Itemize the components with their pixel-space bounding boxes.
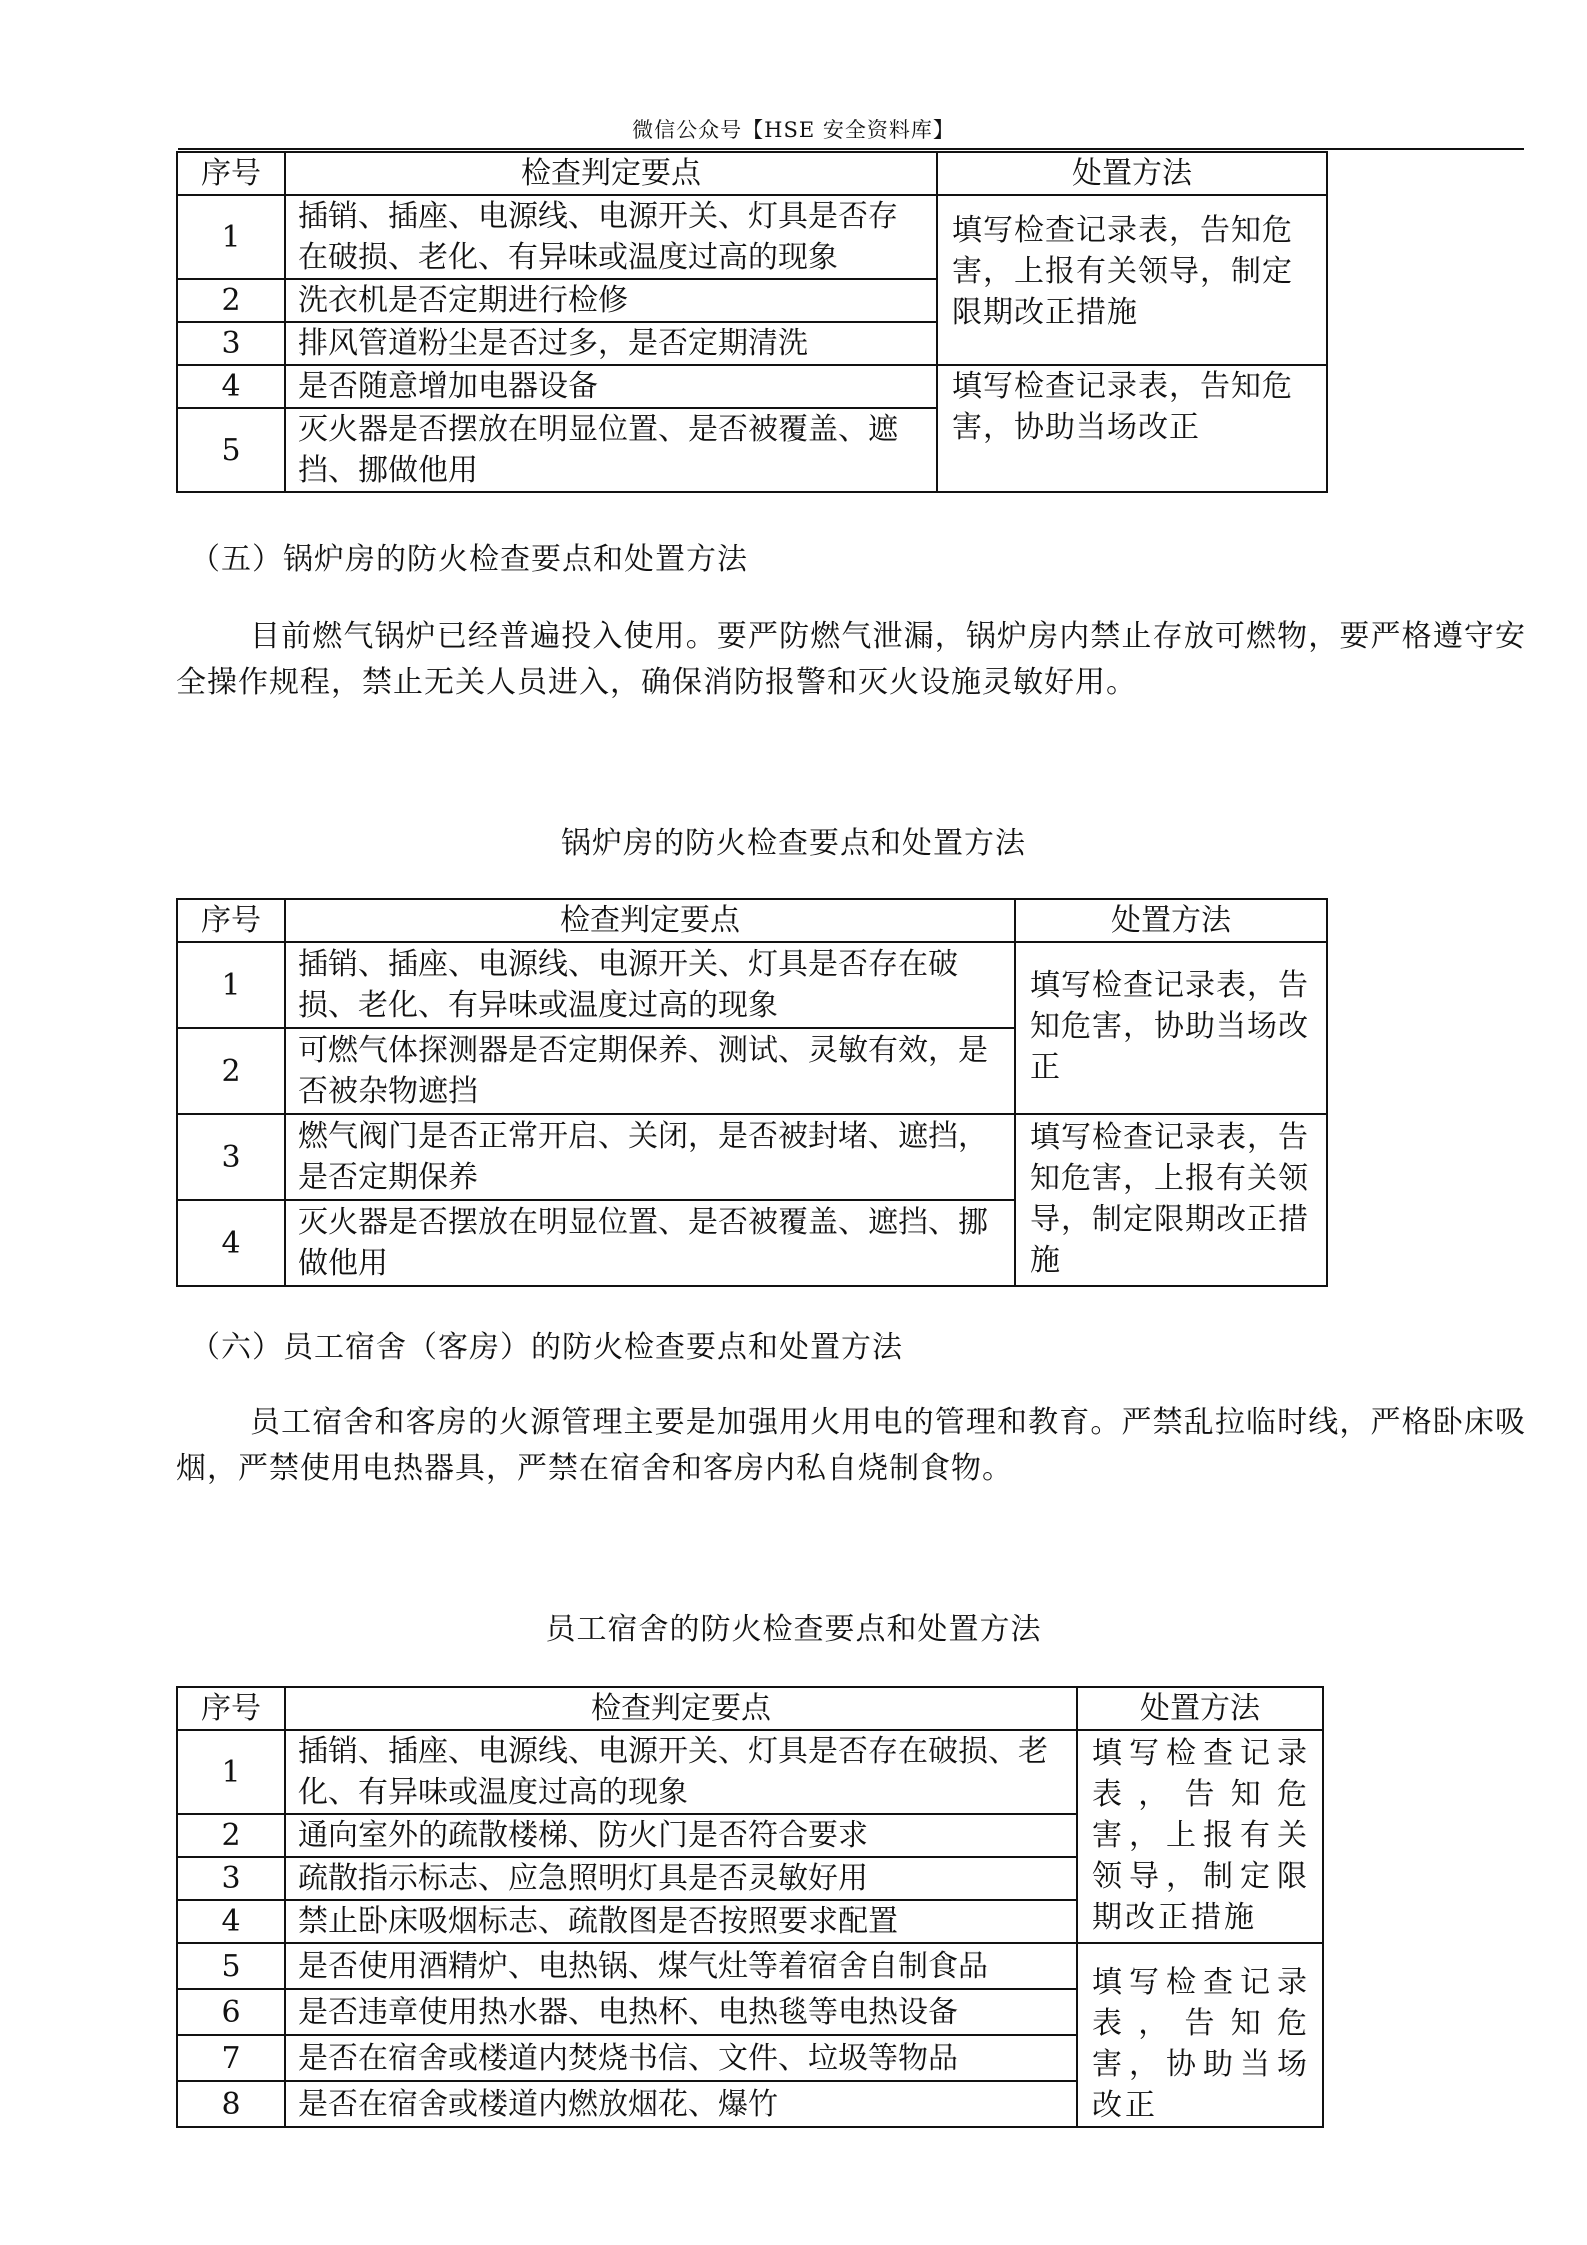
row-handling-method: 填写检查记录表，告知危害，上报有关领导，制定限期改正措施 bbox=[1077, 1730, 1323, 1943]
section-heading-boiler-room: （五）锅炉房的防火检查要点和处置方法 bbox=[190, 542, 748, 577]
table-row bbox=[177, 1114, 1327, 1200]
row-check-point: 疏散指示标志、应急照明灯具是否灵敏好用 bbox=[285, 1857, 1077, 1900]
table-header-row bbox=[177, 152, 1327, 195]
col-header-method: 处置方法 bbox=[937, 152, 1327, 195]
section-body-boiler-room: 目前燃气锅炉已经普遍投入使用。要严防燃气泄漏，锅炉房内禁止存放可燃物，要严格遵守安全操作规程，禁止无关人员进入，确保消防报警和灭火设施灵敏好用。 bbox=[176, 619, 1526, 700]
row-number: 2 bbox=[177, 279, 285, 322]
inspection-table-dormitory bbox=[176, 1686, 1324, 2128]
row-number: 3 bbox=[177, 1114, 285, 1200]
col-header-num: 序号 bbox=[177, 1687, 285, 1730]
row-check-point: 插销、插座、电源线、电源开关、灯具是否存在破损、老化、有异味或温度过高的现象 bbox=[285, 1730, 1077, 1814]
row-check-point: 洗衣机是否定期进行检修 bbox=[285, 279, 937, 322]
row-number: 8 bbox=[177, 2081, 285, 2127]
col-header-point: 检查判定要点 bbox=[285, 152, 937, 195]
row-check-point: 是否违章使用热水器、电热杯、电热毯等电热设备 bbox=[285, 1989, 1077, 2035]
row-handling-method: 填写检查记录表，告知危害，协助当场改正 bbox=[1015, 942, 1327, 1114]
row-handling-method: 填写检查记录表，告知危害，协助当场改正 bbox=[1077, 1943, 1323, 2127]
table-header-row bbox=[177, 899, 1327, 942]
row-check-point: 通向室外的疏散楼梯、防火门是否符合要求 bbox=[285, 1814, 1077, 1857]
row-number: 3 bbox=[177, 322, 285, 365]
row-number: 5 bbox=[177, 408, 285, 492]
inspection-table-boiler-room bbox=[176, 898, 1328, 1287]
row-number: 1 bbox=[177, 942, 285, 1028]
section-body-dormitory: 员工宿舍和客房的火源管理主要是加强用火用电的管理和教育。严禁乱拉临时线，严格卧床吸烟，严禁使用电热器具，严禁在宿舍和客房内私自烧制食物。 bbox=[176, 1405, 1526, 1486]
row-check-point: 排风管道粉尘是否过多，是否定期清洗 bbox=[285, 322, 937, 365]
row-check-point: 是否使用酒精炉、电热锅、煤气灶等着宿舍自制食品 bbox=[285, 1943, 1077, 1989]
section-heading-dormitory: （六）员工宿舍（客房）的防火检查要点和处置方法 bbox=[190, 1330, 903, 1365]
table-row bbox=[177, 195, 1327, 279]
page-header: 微信公众号【HSE 安全资料库】 bbox=[632, 118, 955, 142]
row-number: 1 bbox=[177, 195, 285, 279]
row-handling-method: 填写检查记录表，告知危害，协助当场改正 bbox=[937, 365, 1327, 492]
table-row bbox=[177, 1943, 1323, 1989]
col-header-num: 序号 bbox=[177, 152, 285, 195]
row-handling-method: 填写检查记录表，告知危害，上报有关领导，制定限期改正措施 bbox=[1015, 1114, 1327, 1286]
row-number: 3 bbox=[177, 1857, 285, 1900]
row-check-point: 是否在宿舍或楼道内燃放烟花、爆竹 bbox=[285, 2081, 1077, 2127]
col-header-method: 处置方法 bbox=[1015, 899, 1327, 942]
table-row bbox=[177, 942, 1327, 1028]
table-row bbox=[177, 1730, 1323, 1814]
row-number: 4 bbox=[177, 365, 285, 408]
table-header-row bbox=[177, 1687, 1323, 1730]
table-row bbox=[177, 365, 1327, 408]
row-number: 1 bbox=[177, 1730, 285, 1814]
col-header-num: 序号 bbox=[177, 899, 285, 942]
row-number: 2 bbox=[177, 1028, 285, 1114]
row-check-point: 插销、插座、电源线、电源开关、灯具是否存在破损、老化、有异味或温度过高的现象 bbox=[285, 195, 937, 279]
row-check-point: 灭火器是否摆放在明显位置、是否被覆盖、遮挡、挪做他用 bbox=[285, 408, 937, 492]
row-check-point: 是否在宿舍或楼道内焚烧书信、文件、垃圾等物品 bbox=[285, 2035, 1077, 2081]
row-check-point: 插销、插座、电源线、电源开关、灯具是否存在破损、老化、有异味或温度过高的现象 bbox=[285, 942, 1015, 1028]
header-divider bbox=[178, 148, 1524, 150]
row-handling-method: 填写检查记录表，告知危害，上报有关领导，制定限期改正措施 bbox=[937, 195, 1327, 365]
inspection-table-laundry bbox=[176, 151, 1328, 493]
row-check-point: 是否随意增加电器设备 bbox=[285, 365, 937, 408]
table-caption-dormitory: 员工宿舍的防火检查要点和处置方法 bbox=[545, 1612, 1042, 1647]
row-number: 5 bbox=[177, 1943, 285, 1989]
row-check-point: 可燃气体探测器是否定期保养、测试、灵敏有效，是否被杂物遮挡 bbox=[285, 1028, 1015, 1114]
row-number: 6 bbox=[177, 1989, 285, 2035]
col-header-point: 检查判定要点 bbox=[285, 1687, 1077, 1730]
row-number: 4 bbox=[177, 1200, 285, 1286]
row-check-point: 禁止卧床吸烟标志、疏散图是否按照要求配置 bbox=[285, 1900, 1077, 1943]
col-header-point: 检查判定要点 bbox=[285, 899, 1015, 942]
row-number: 4 bbox=[177, 1900, 285, 1943]
row-number: 7 bbox=[177, 2035, 285, 2081]
row-number: 2 bbox=[177, 1814, 285, 1857]
table-caption-boiler-room: 锅炉房的防火检查要点和处置方法 bbox=[561, 826, 1026, 861]
col-header-method: 处置方法 bbox=[1077, 1687, 1323, 1730]
row-check-point: 灭火器是否摆放在明显位置、是否被覆盖、遮挡、挪做他用 bbox=[285, 1200, 1015, 1286]
row-check-point: 燃气阀门是否正常开启、关闭，是否被封堵、遮挡，是否定期保养 bbox=[285, 1114, 1015, 1200]
